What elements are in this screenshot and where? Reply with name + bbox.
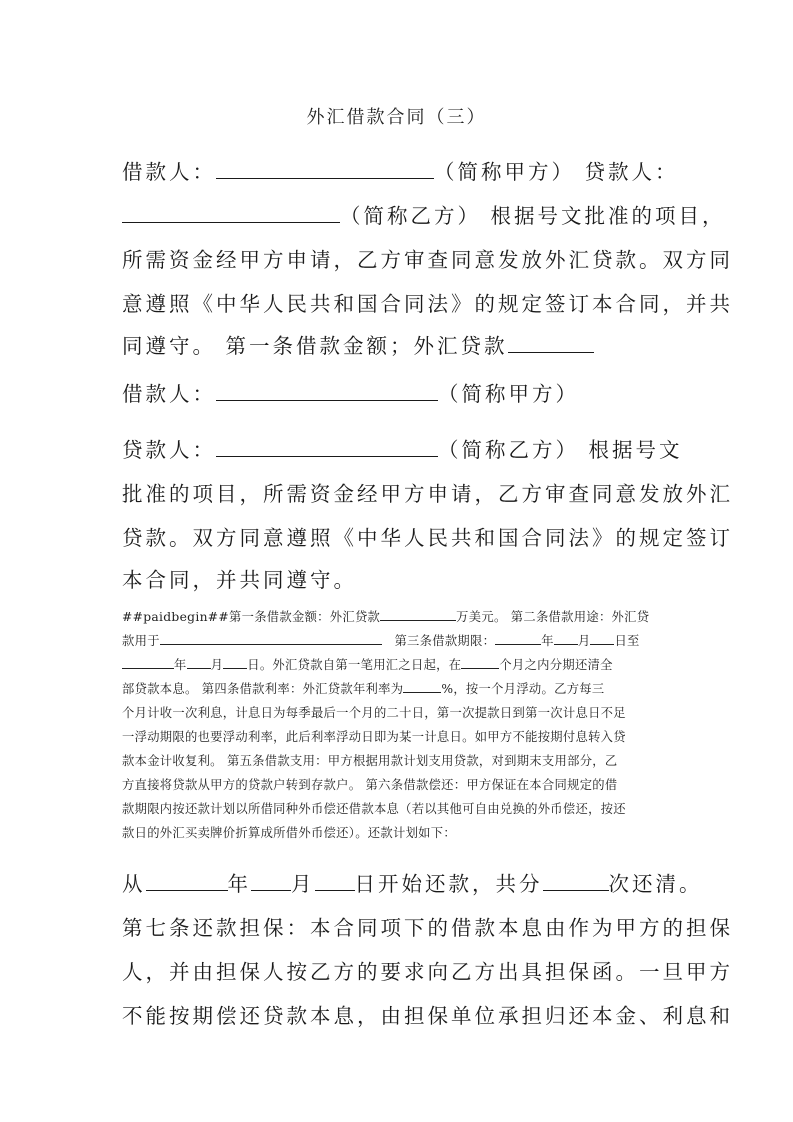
blank <box>122 654 174 669</box>
para4-line2: 第七条还款担保：本合同项下的借款本息由作为甲方的担保 <box>122 916 733 940</box>
blank <box>223 654 247 669</box>
para4-line4: 不能按期偿还贷款本息，由担保单位承担归还本金、利息和 <box>122 1004 733 1028</box>
blank <box>187 654 211 669</box>
small-line1: ##paidbegin##第一条借款金额：外汇贷款 万美元。 第二条借款用途：外汇贷 <box>122 605 674 629</box>
blank <box>554 630 578 645</box>
small-line2: 款用于 第三条借款期限： 年 月 日至 <box>122 629 674 653</box>
lender-blank <box>122 202 340 223</box>
blank <box>380 606 456 621</box>
para3-line3: 贷款。双方同意遵照《中华人民共和国合同法》的规定签订 <box>122 526 733 550</box>
para1-line1: 借款人： （简称甲方） 贷款人： <box>122 160 679 184</box>
small-line6: 一浮动期限的也要浮动利率，此后利率浮动日即为某一计息日。如甲方不能按期付息转入贷 <box>122 730 626 744</box>
small-line3: 年 月 日。外汇贷款自第一笔用汇之日起，在 个月之内分期还清全 <box>122 653 674 677</box>
lender-blank-2 <box>216 436 438 457</box>
para2-line1: 借款人： （简称甲方） <box>122 382 579 406</box>
small-line8: 方直接将贷款从甲方的贷款户转到存款户。 第六条借款偿还：甲方保证在本合同规定的借 <box>122 778 618 792</box>
borrower-blank-2 <box>216 380 438 401</box>
para1-line3: 所需资金经甲方申请，乙方审查同意发放外汇贷款。双方同 <box>122 248 733 272</box>
document-title: 外汇借款合同（三） <box>306 107 487 128</box>
borrower-blank <box>216 158 434 179</box>
small-line9: 款期限内按还款计划以所借同种外币偿还借款本息（若以其他可自由兑换的外币偿还，按还 <box>122 802 626 816</box>
para1-line2: （简称乙方） 根据号文批准的项目， <box>122 194 682 238</box>
small-line5: 个月计收一次利息，计息日为每季最后一个月的二十日，第一次提款日到第一次计息日不足 <box>122 706 626 720</box>
amount-blank <box>508 332 594 353</box>
blank <box>315 870 355 891</box>
blank <box>495 630 541 645</box>
blank <box>543 870 609 891</box>
para4-line3: 人，并由担保人按乙方的要求向乙方出具担保函。一旦甲方 <box>122 960 733 984</box>
blank <box>160 630 382 645</box>
blank <box>590 630 614 645</box>
small-line10: 款日的外汇买卖牌价折算成所借外币偿还）。还款计划如下： <box>122 826 456 840</box>
blank <box>146 870 228 891</box>
small-line7: 款本金计收复利。 第五条借款支用：甲方根据用款计划支用贷款，对到期末支用部分，乙 <box>122 754 618 768</box>
blank <box>251 870 291 891</box>
blank <box>461 654 499 669</box>
para3-line4: 本合同，并共同遵守。 <box>122 568 357 592</box>
para3-line1: 贷款人： （简称乙方） 根据号文 <box>122 438 683 462</box>
para1-line5: 同遵守。 第一条借款金额；外汇贷款 <box>122 324 682 368</box>
blank <box>403 678 441 693</box>
para3-line2: 批准的项目，所需资金经甲方申请，乙方审查同意发放外汇 <box>122 482 733 506</box>
small-line4: 部贷款本息。 第四条借款利率：外汇贷款年利率为 %，按一个月浮动。乙方每三 <box>122 677 674 701</box>
para4-line1: 从 年 月 日开始还款，共分 次还清。 <box>122 872 703 896</box>
para1-line4: 意遵照《中华人民共和国合同法》的规定签订本合同，并共 <box>122 292 733 316</box>
